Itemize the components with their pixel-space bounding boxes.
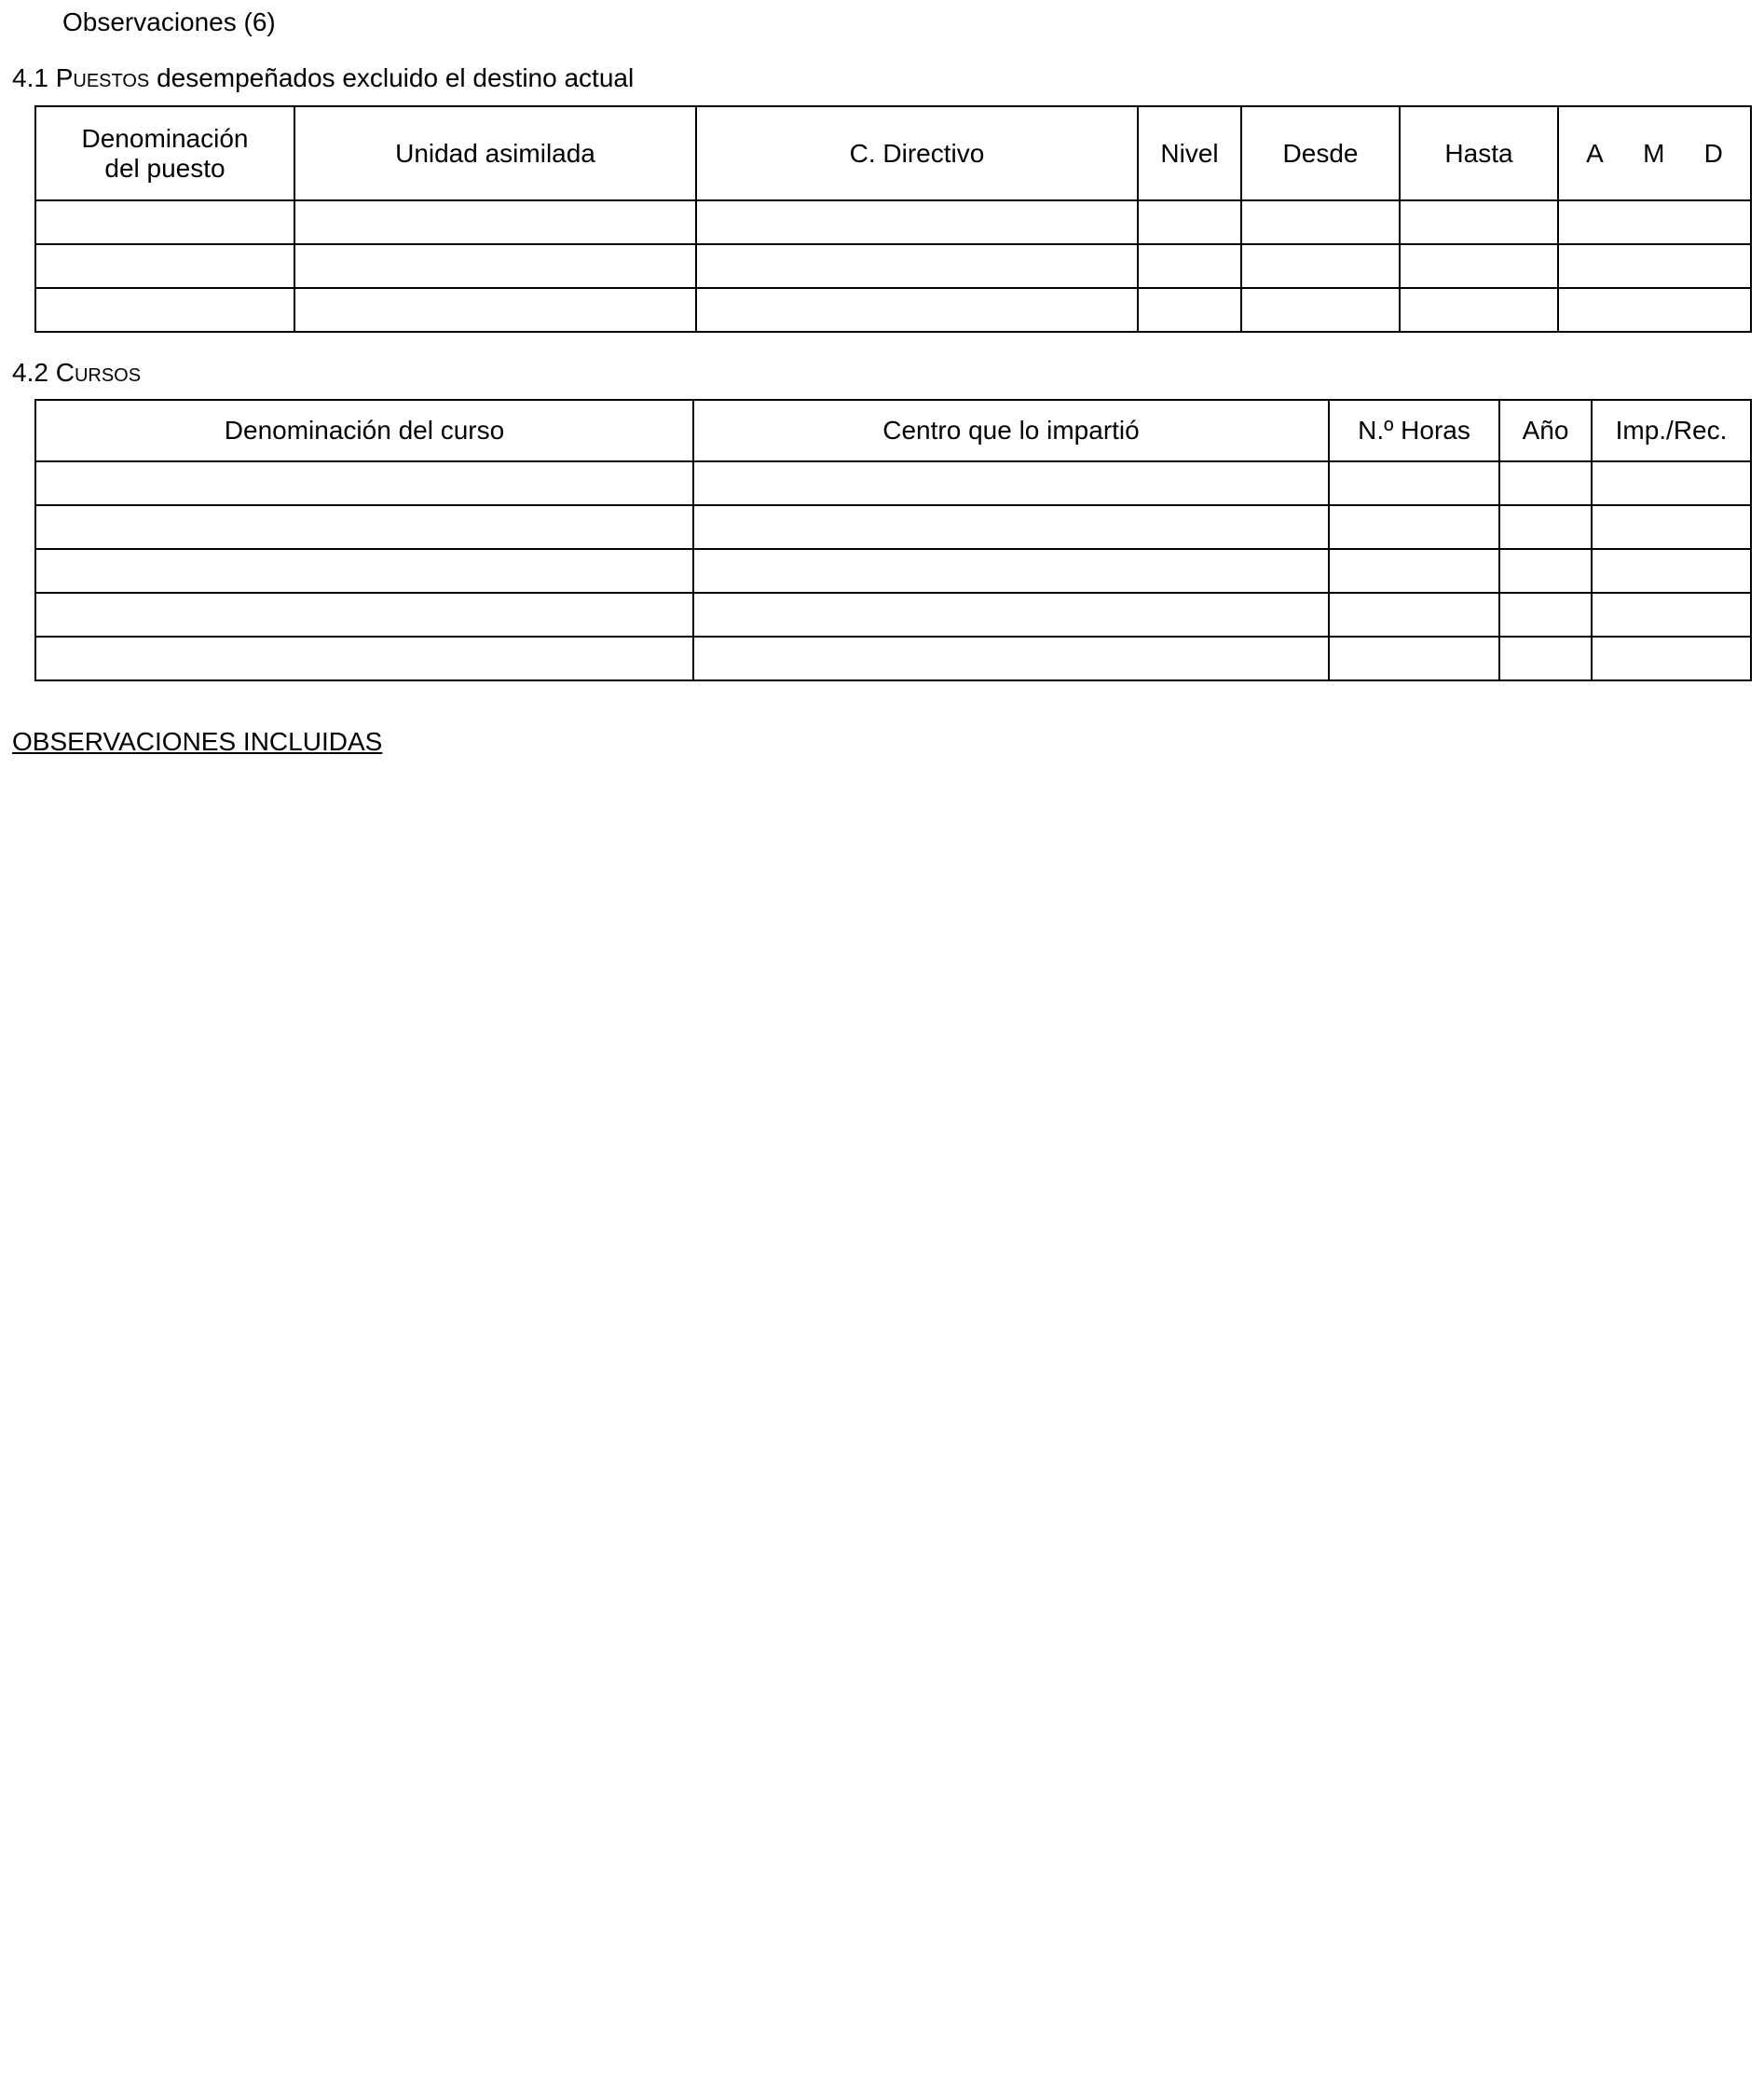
section-4-1-title (12, 62, 634, 94)
cell-denominacion[interactable] (35, 288, 294, 332)
cell-hasta[interactable] (1400, 244, 1558, 288)
cursos-header-row (35, 400, 1751, 461)
header-a: A (1586, 138, 1604, 168)
header-m: M (1643, 138, 1665, 168)
header-denominacion-line2: del puesto (104, 153, 226, 183)
cell-nivel[interactable] (1138, 288, 1241, 332)
header-d: D (1703, 138, 1723, 168)
section-4-1-title-caps: Puestos (55, 63, 150, 92)
header-hasta: Hasta (1400, 106, 1558, 200)
cell-curso[interactable] (35, 549, 693, 593)
cell-imp-rec[interactable] (1592, 549, 1751, 593)
cell-curso[interactable] (35, 505, 693, 549)
section-4-1-number: 4.1 (12, 63, 48, 92)
cell-anio[interactable] (1499, 461, 1592, 505)
cell-centro[interactable] (693, 461, 1329, 505)
cell-anio[interactable] (1499, 637, 1592, 680)
table-row (35, 637, 1751, 680)
header-denominacion-line1: Denominación (81, 123, 249, 153)
cell-amd[interactable] (1558, 200, 1751, 244)
table-row (35, 288, 1751, 332)
cell-unidad[interactable] (294, 200, 696, 244)
cell-curso[interactable] (35, 461, 693, 505)
header-centro: Centro que lo impartió (693, 400, 1329, 461)
cell-amd[interactable] (1558, 288, 1751, 332)
table-row (35, 549, 1751, 593)
table-row (35, 200, 1751, 244)
table-row (35, 593, 1751, 637)
table-row (35, 505, 1751, 549)
cell-denominacion[interactable] (35, 200, 294, 244)
header-denominacion-puesto (35, 106, 294, 200)
cursos-table (34, 399, 1752, 681)
cell-unidad[interactable] (294, 288, 696, 332)
cell-horas[interactable] (1329, 549, 1499, 593)
cell-imp-rec[interactable] (1592, 461, 1751, 505)
header-denominacion-curso: Denominación del curso (35, 400, 693, 461)
header-unidad-asimilada: Unidad asimilada (294, 106, 696, 200)
header-anio: Año (1499, 400, 1592, 461)
cell-anio[interactable] (1499, 593, 1592, 637)
cell-nivel[interactable] (1138, 200, 1241, 244)
puestos-header-row (35, 106, 1751, 200)
observaciones-label: Observaciones (6) (62, 7, 276, 36)
cell-curso[interactable] (35, 637, 693, 680)
header-imp-rec: Imp./Rec. (1592, 400, 1751, 461)
cell-directivo[interactable] (696, 288, 1138, 332)
cell-anio[interactable] (1499, 549, 1592, 593)
section-4-2-number: 4.2 (12, 358, 48, 387)
section-4-1-title-rest: desempeñados excluido el destino actual (157, 63, 635, 92)
cell-amd[interactable] (1558, 244, 1751, 288)
header-desde: Desde (1241, 106, 1400, 200)
puestos-table (34, 105, 1752, 333)
cell-imp-rec[interactable] (1592, 637, 1751, 680)
header-horas: N.º Horas (1329, 400, 1499, 461)
cell-hasta[interactable] (1400, 288, 1558, 332)
cell-nivel[interactable] (1138, 244, 1241, 288)
table-row (35, 461, 1751, 505)
header-nivel: Nivel (1138, 106, 1241, 200)
cell-hasta[interactable] (1400, 200, 1558, 244)
cell-imp-rec[interactable] (1592, 505, 1751, 549)
cell-denominacion[interactable] (35, 244, 294, 288)
cell-horas[interactable] (1329, 505, 1499, 549)
section-4-2-title-caps: Cursos (55, 358, 142, 387)
cell-imp-rec[interactable] (1592, 593, 1751, 637)
cell-desde[interactable] (1241, 288, 1400, 332)
cell-centro[interactable] (693, 505, 1329, 549)
cell-horas[interactable] (1329, 461, 1499, 505)
cell-horas[interactable] (1329, 637, 1499, 680)
cell-centro[interactable] (693, 549, 1329, 593)
cell-horas[interactable] (1329, 593, 1499, 637)
cell-unidad[interactable] (294, 244, 696, 288)
cell-curso[interactable] (35, 593, 693, 637)
section-4-2-title (12, 357, 141, 389)
cell-desde[interactable] (1241, 200, 1400, 244)
header-amd (1558, 106, 1751, 200)
cell-directivo[interactable] (696, 244, 1138, 288)
cell-centro[interactable] (693, 637, 1329, 680)
observaciones-incluidas-heading: OBSERVACIONES INCLUIDAS (12, 727, 383, 756)
cell-directivo[interactable] (696, 200, 1138, 244)
header-c-directivo: C. Directivo (696, 106, 1138, 200)
table-row (35, 244, 1751, 288)
cell-desde[interactable] (1241, 244, 1400, 288)
cell-centro[interactable] (693, 593, 1329, 637)
cell-anio[interactable] (1499, 505, 1592, 549)
